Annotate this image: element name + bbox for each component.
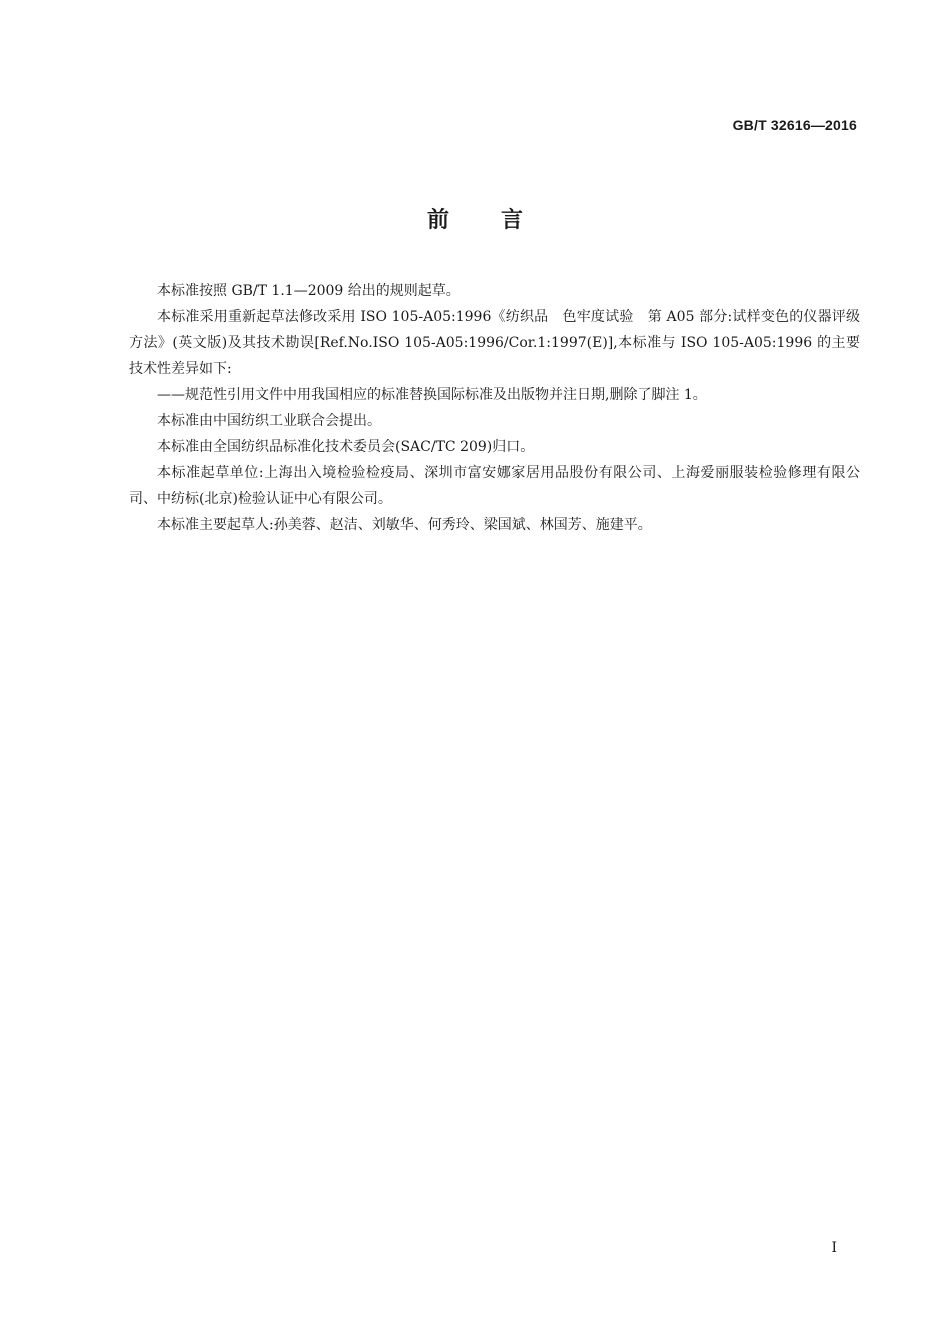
paragraph-drafting-units: 本标准起草单位:上海出入境检验检疫局、深圳市富安娜家居用品股份有限公司、上海爱丽服装检验修理有限公司、中纺标(北京)检验认证中心有限公司。 xyxy=(129,465,860,507)
page-number: I xyxy=(831,1240,837,1256)
paragraph-technical-difference: ——规范性引用文件中用我国相应的标准替换国际标准及出版物并注日期,删除了脚注 1。 xyxy=(157,387,707,403)
paragraph-proposed-by: 本标准由中国纺织工业联合会提出。 xyxy=(157,413,381,429)
paragraph-drafting-rules: 本标准按照 GB/T 1.1—2009 给出的规则起草。 xyxy=(157,283,460,299)
page-title: 前言 xyxy=(426,208,575,233)
paragraph-under-jurisdiction: 本标准由全国纺织品标准化技术委员会(SAC/TC 209)归口。 xyxy=(157,439,535,455)
paragraph-main-drafters: 本标准主要起草人:孙美蓉、赵洁、刘敏华、何秀玲、梁国斌、林国芳、施建平。 xyxy=(157,517,652,533)
header-standard-code: GB/T 32616—2016 xyxy=(732,117,857,133)
foreword-body xyxy=(129,278,860,538)
paragraph-adoption-statement: 本标准采用重新起草法修改采用 ISO 105-A05:1996《纺织品 色牢度试验 第 A05 部分:试样变色的仪器评级方法》(英文版)及其技术勘误[Ref.No.ISO 105-A05:1996/Cor.1:1997(E)],本标准与 ISO 105-A05:1996 的主要技术性差异如下: xyxy=(129,309,860,377)
